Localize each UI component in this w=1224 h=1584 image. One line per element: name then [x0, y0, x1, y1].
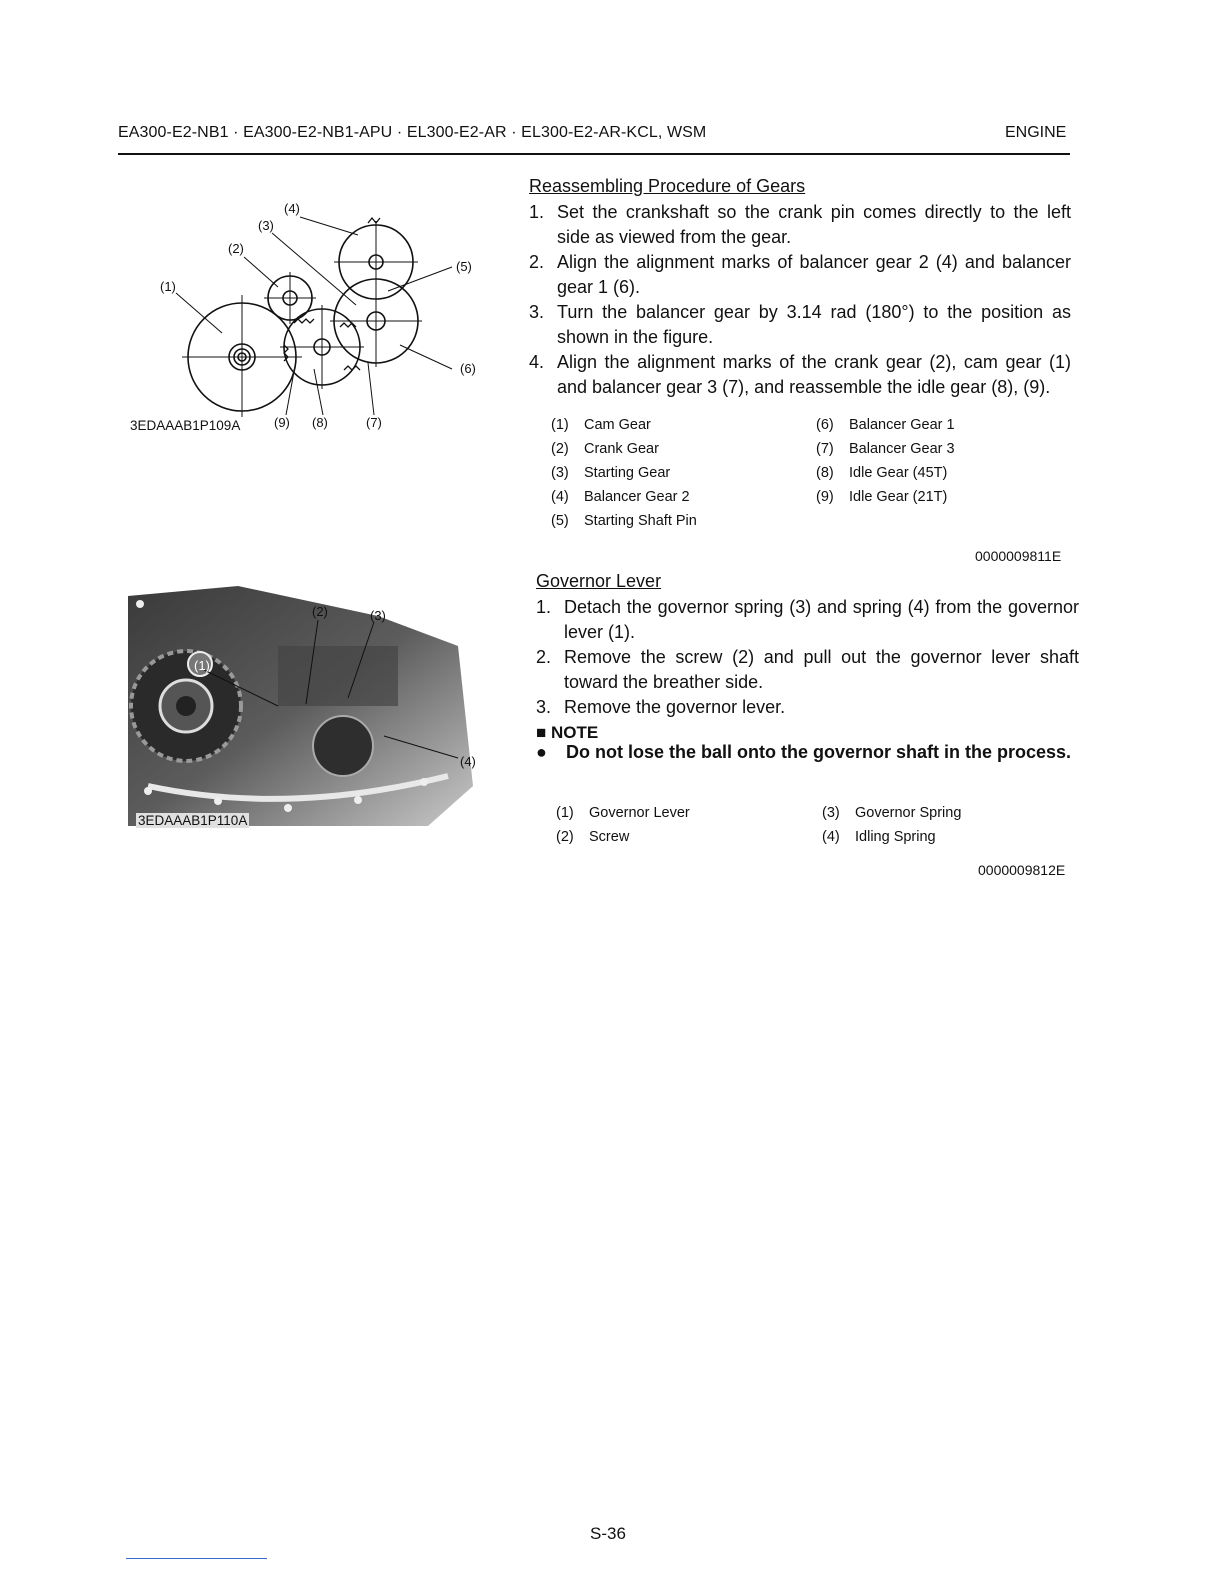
fig2-callout-2: (2)	[312, 604, 328, 619]
fig1-callout-6: (6)	[460, 361, 476, 376]
note-text: Do not lose the ball onto the governor shaft in the process.	[566, 742, 1072, 762]
legend-item	[816, 485, 1066, 509]
legend-item	[822, 801, 1072, 825]
step-number: 4.	[529, 352, 545, 372]
reassembling-step	[529, 200, 1071, 250]
legend-item	[551, 485, 801, 509]
legend-label: Starting Shaft Pin	[584, 513, 697, 529]
legend-number: (3)	[822, 805, 840, 821]
fig1-callout-4: (4)	[284, 201, 300, 216]
step-number: 2.	[529, 252, 545, 272]
fig1-callout-3: (3)	[258, 218, 274, 233]
fig1-callout-1: (1)	[160, 279, 176, 294]
legend-item	[816, 413, 1066, 437]
legend-label: Governor Lever	[589, 805, 690, 821]
governor-title: Governor Lever	[536, 571, 662, 591]
legend-item	[551, 413, 801, 437]
figure1-code: 3EDAAAB1P109A	[130, 418, 241, 433]
legend-label: Screw	[589, 829, 630, 845]
legend-item	[822, 825, 1072, 849]
governor-step	[536, 695, 1079, 720]
step-number: 2.	[536, 647, 552, 667]
legend-label: Idle Gear (21T)	[849, 489, 948, 505]
legend-number: (9)	[816, 489, 834, 505]
step-number: 3.	[529, 302, 545, 322]
header-section: ENGINE	[1005, 124, 1067, 141]
fig2-callout-4: (4)	[460, 754, 476, 769]
step-text: Remove the governor lever.	[564, 697, 786, 717]
governor-steps	[536, 595, 1079, 720]
step-text: Remove the screw (2) and pull out the governor lever shaft toward the breather side.	[564, 647, 1079, 692]
reassembling-steps	[529, 200, 1071, 400]
governor-step	[536, 645, 1079, 695]
fig2-callout-1: (1)	[194, 658, 210, 673]
governor-legend-left	[556, 801, 806, 849]
reassembling-step	[529, 350, 1071, 400]
legend-label: Balancer Gear 2	[584, 489, 690, 505]
legend-number: (2)	[556, 829, 574, 845]
reassembling-title: Reassembling Procedure of Gears	[529, 176, 806, 196]
bullet-icon: ●	[536, 742, 547, 762]
legend-item	[556, 801, 806, 825]
fig1-callout-5: (5)	[456, 259, 472, 274]
page-number: S-36	[590, 1524, 626, 1543]
legend-item	[556, 825, 806, 849]
legend-number: (2)	[551, 441, 569, 457]
fig1-callout-2: (2)	[228, 241, 244, 256]
reassembling-ref-code: 0000009811E	[975, 548, 1062, 564]
gear-train-diagram	[118, 195, 498, 440]
gears-legend-right	[816, 413, 1066, 509]
legend-number: (1)	[551, 417, 569, 433]
legend-number: (5)	[551, 513, 569, 529]
step-text: Detach the governor spring (3) and spring (4) from the governor lever (1).	[564, 597, 1079, 642]
governor-photo	[128, 586, 488, 830]
legend-label: Balancer Gear 1	[849, 417, 955, 433]
fig1-callout-8: (8)	[312, 415, 328, 430]
step-text: Align the alignment marks of the crank gear (2), cam gear (1) and balancer gear 3 (7), and reassemble the idle gear (8), (9).	[557, 352, 1071, 397]
legend-label: Idle Gear (45T)	[849, 465, 948, 481]
legend-label: Idling Spring	[855, 829, 936, 845]
reassembling-step	[529, 300, 1071, 350]
header-models: EA300-E2-NB1 · EA300-E2-NB1-APU · EL300-E2-AR · EL300-E2-AR-KCL, WSM	[118, 124, 707, 141]
note-body	[536, 740, 1079, 765]
legend-label: Governor Spring	[855, 805, 962, 821]
legend-label: Cam Gear	[584, 417, 651, 433]
gears-legend-left	[551, 413, 801, 533]
legend-number: (7)	[816, 441, 834, 457]
footer-divider	[126, 1558, 267, 1559]
legend-number: (6)	[816, 417, 834, 433]
step-text: Turn the balancer gear by 3.14 rad (180°) to the position as shown in the figure.	[557, 302, 1071, 347]
legend-item	[816, 437, 1066, 461]
reassembling-step	[529, 250, 1071, 300]
note-heading: ■ NOTE	[536, 723, 599, 742]
legend-label: Starting Gear	[584, 465, 671, 481]
legend-item	[816, 461, 1066, 485]
step-text: Align the alignment marks of balancer gear 2 (4) and balancer gear 1 (6).	[557, 252, 1071, 297]
step-number: 3.	[536, 697, 552, 717]
figure2-code: 3EDAAAB1P110A	[138, 813, 248, 828]
legend-label: Balancer Gear 3	[849, 441, 955, 457]
legend-label: Crank Gear	[584, 441, 659, 457]
governor-ref-code: 0000009812E	[978, 862, 1066, 878]
fig1-callout-9: (9)	[274, 415, 290, 430]
legend-item	[551, 437, 801, 461]
governor-step	[536, 595, 1079, 645]
step-number: 1.	[529, 202, 545, 222]
legend-number: (4)	[551, 489, 569, 505]
header-divider	[118, 153, 1070, 155]
legend-item	[551, 509, 801, 533]
step-number: 1.	[536, 597, 552, 617]
fig1-callout-7: (7)	[366, 415, 382, 430]
fig2-callout-3: (3)	[370, 608, 386, 623]
legend-number: (1)	[556, 805, 574, 821]
legend-number: (4)	[822, 829, 840, 845]
legend-item	[551, 461, 801, 485]
governor-legend-right	[822, 801, 1072, 849]
legend-number: (8)	[816, 465, 834, 481]
step-text: Set the crankshaft so the crank pin comes directly to the left side as viewed from the gear.	[557, 202, 1071, 247]
legend-number: (3)	[551, 465, 569, 481]
